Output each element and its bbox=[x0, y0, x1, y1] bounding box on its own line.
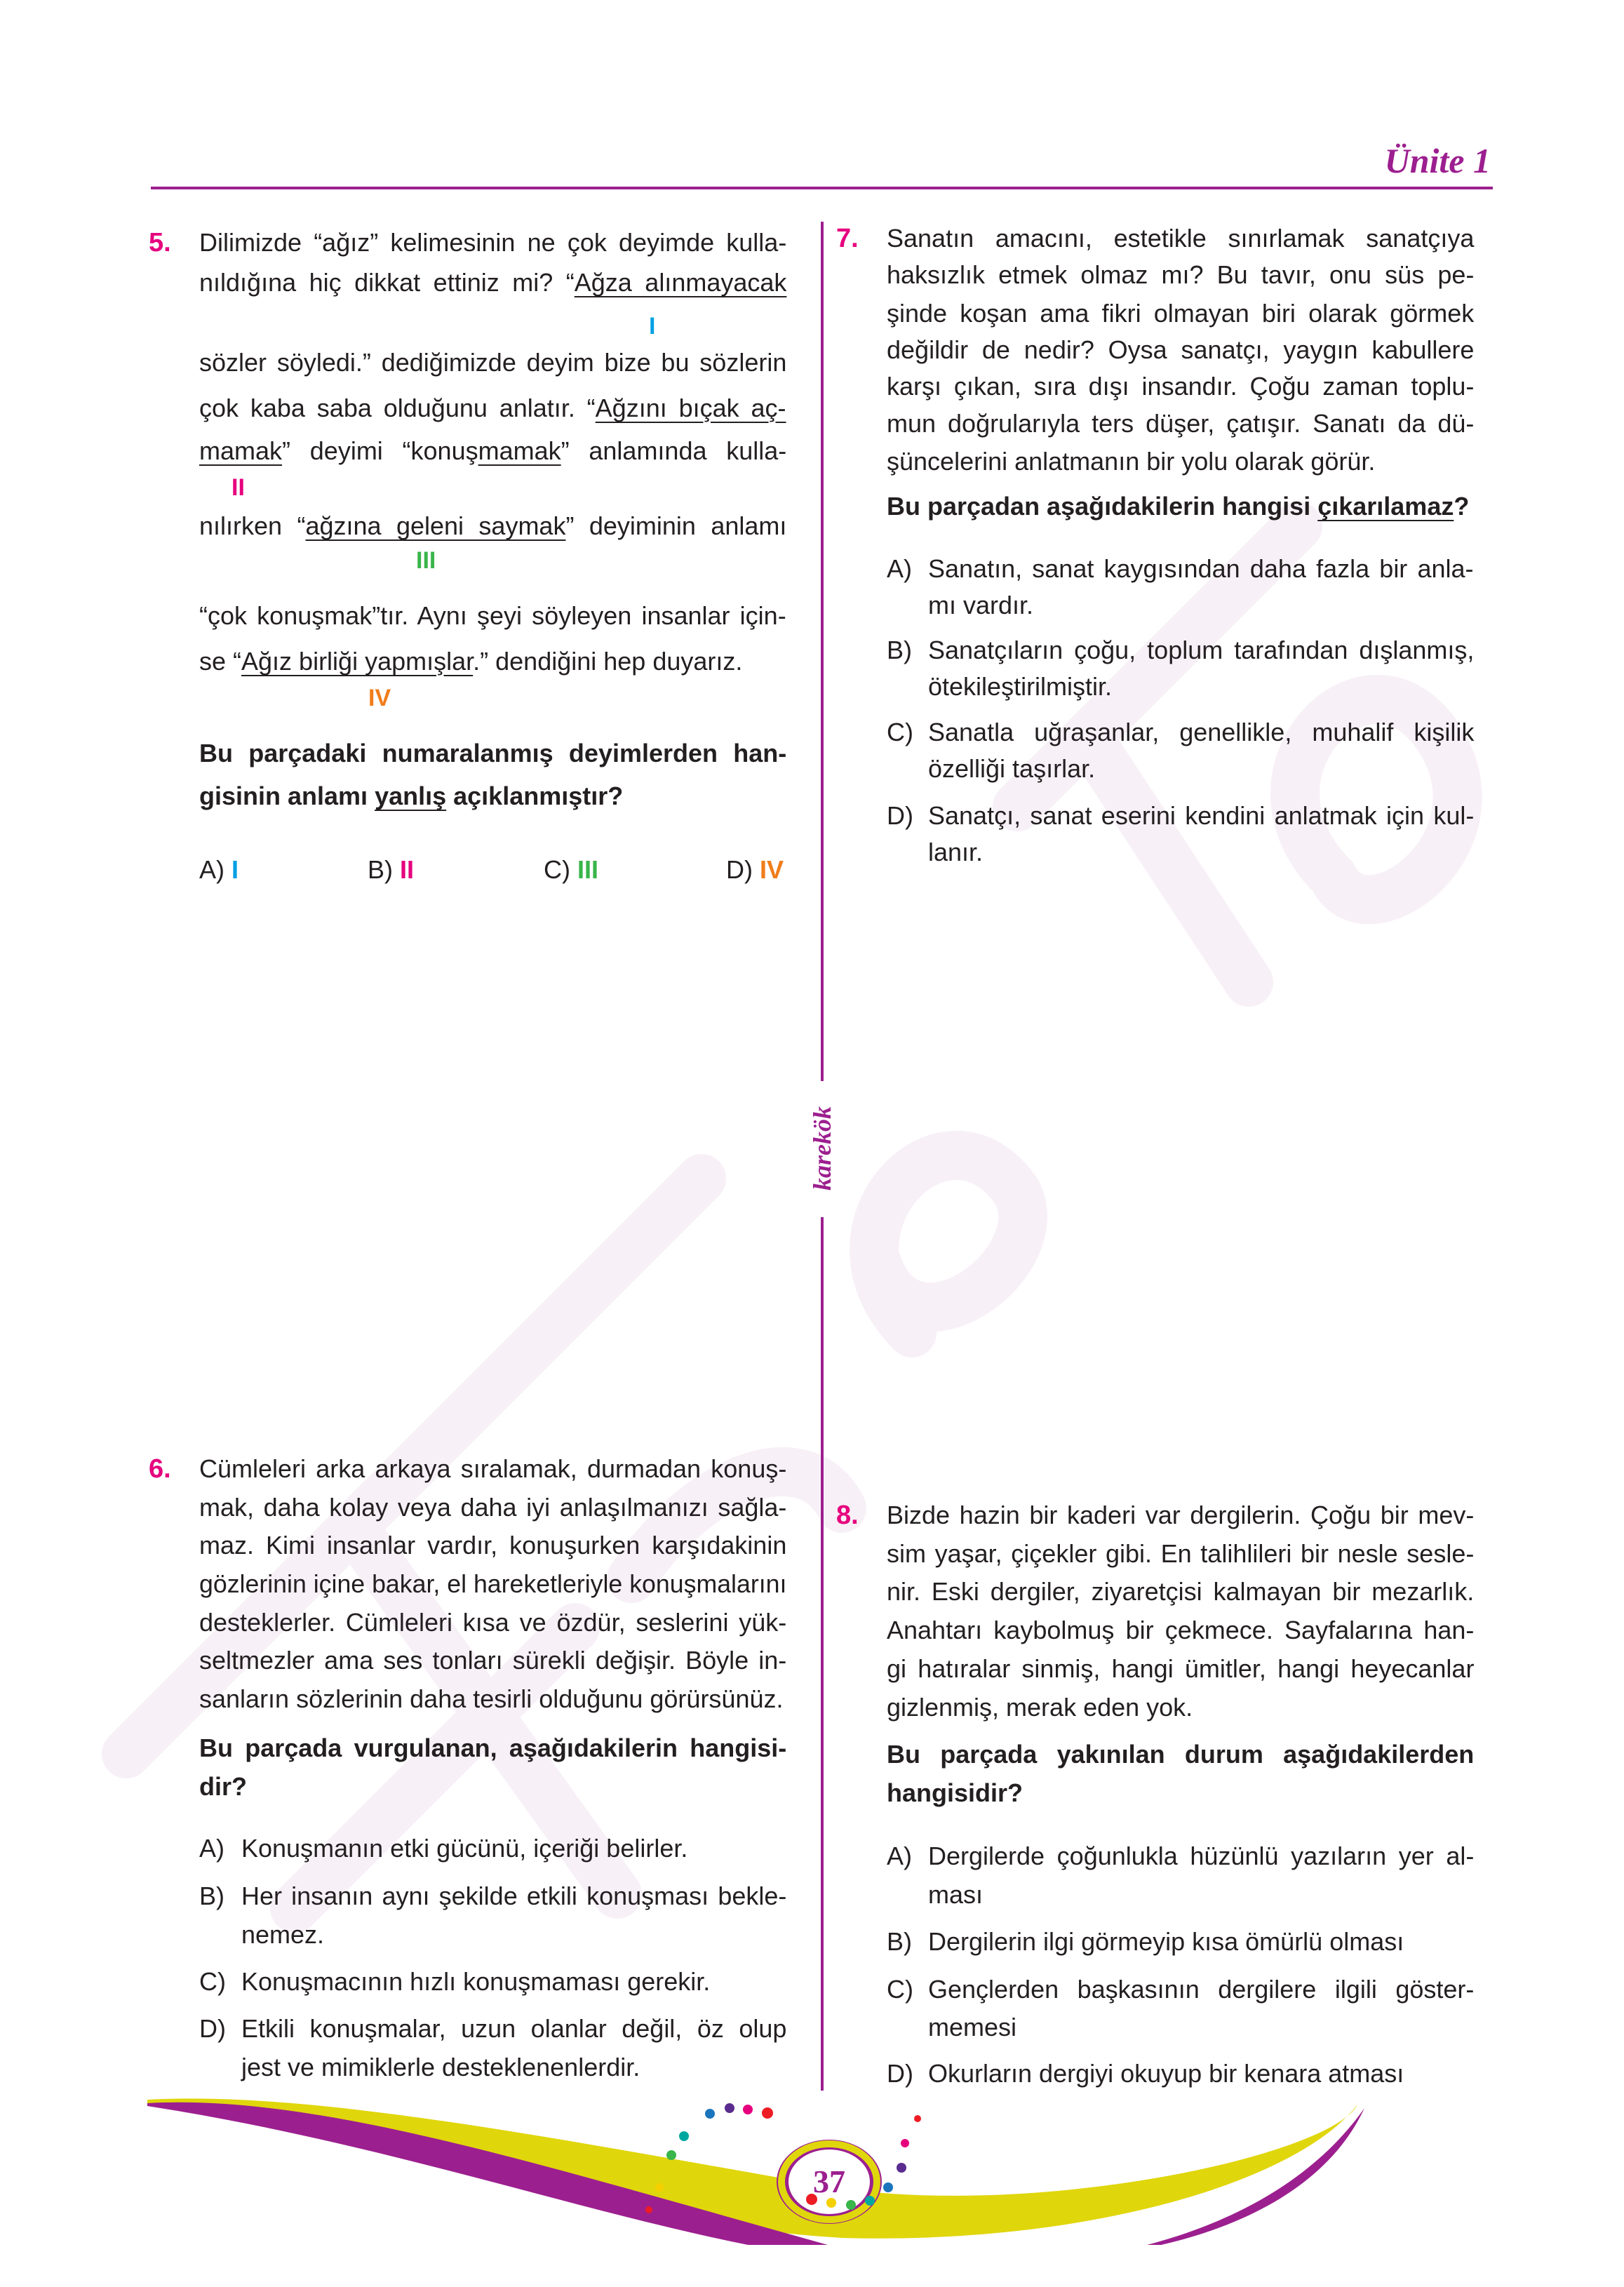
option-c-text: memesi bbox=[928, 2013, 1017, 2041]
option-a-text: Konuşmanın etki gücünü, içeriği belirler. bbox=[241, 1834, 688, 1863]
header-rule bbox=[151, 187, 1493, 189]
passage-line: nıldığına hiç dikkat ettiniz mi? “Ağza alınmayacak bbox=[199, 268, 787, 297]
question-stem: hangisidir? bbox=[887, 1778, 1024, 1807]
option-text: II bbox=[400, 855, 415, 884]
brand-label: karekök bbox=[808, 1106, 836, 1191]
option-c-text: Sanatla uğraşanlar, genellikle, muhalif kişilik bbox=[928, 718, 1475, 746]
option-label: B) bbox=[368, 855, 401, 884]
option-label: C) bbox=[544, 855, 577, 884]
passage-line: mun doğrularıyla ters düşer, çatışır. Sanatı da dü- bbox=[887, 409, 1475, 438]
idiom-marker-III: III bbox=[416, 547, 436, 574]
option-c-label[interactable]: C) bbox=[887, 1975, 913, 2004]
option-d-text: Etkili konuşmalar, uzun olanlar değil, öz olup bbox=[241, 2014, 787, 2043]
question-stem: Bu parçada vurgulanan, aşağıdakilerin hangisi- bbox=[199, 1733, 787, 1762]
question-stem: Bu parçada yakınılan durum aşağıdakilerden bbox=[887, 1740, 1475, 1769]
option-d-text: jest ve mimiklerle desteklenenlerdir. bbox=[241, 2053, 640, 2081]
question-number: 7. bbox=[836, 224, 859, 253]
option-d-label[interactable]: D) bbox=[887, 2059, 913, 2088]
passage-line: karşı çıkan, sıra dışı insandır. Çoğu zaman toplu- bbox=[887, 372, 1475, 401]
passage-line: gizlenmiş, merak eden yok. bbox=[887, 1693, 1193, 1722]
option-text: III bbox=[577, 855, 599, 884]
option-d-text: Sanatçı, sanat eserini kendini anlatmak için kul- bbox=[928, 801, 1475, 830]
passage-line: değildir de nedir? Oysa sanatçı, yaygın kabullere bbox=[887, 335, 1475, 364]
passage-line: Cümleleri arka arkaya sıralamak, durmadan konuş- bbox=[199, 1454, 787, 1483]
option-d-label[interactable]: D) bbox=[887, 801, 913, 830]
option-d-text: lanır. bbox=[928, 838, 984, 866]
idiom-marker-I: I bbox=[649, 313, 656, 340]
underlined-phrase: mamak bbox=[478, 436, 561, 465]
option-a[interactable] bbox=[199, 852, 239, 887]
underlined-phrase: mamak bbox=[199, 436, 283, 465]
passage-line: nir. Eski dergiler, ziyaretçisi kalmayan bir mezarlık. bbox=[887, 1577, 1475, 1606]
question-stem: Bu parçadan aşağıdakilerin hangisi çıkarılamaz? bbox=[887, 492, 1470, 521]
passage-line: sözler söyledi.” dediğimizde deyim bize bu sözlerin bbox=[199, 348, 787, 377]
option-c-text: Konuşmacının hızlı konuşmaması gerekir. bbox=[241, 1967, 711, 1996]
option-b-label[interactable]: B) bbox=[887, 636, 912, 664]
passage-line: Anahtarı kaybolmuş bir çekmece. Sayfalarına han- bbox=[887, 1616, 1475, 1644]
passage-line: se “Ağız birliği yapmışlar.” dendiğini hep duyarız. bbox=[199, 647, 743, 676]
option-a-text: Sanatın, sanat kaygısından daha fazla bir anla- bbox=[928, 554, 1474, 583]
question-stem: Bu parçadaki numaralanmış deyimlerden han- bbox=[199, 739, 787, 767]
underlined-phrase: Ağzını bıçak aç- bbox=[595, 394, 786, 422]
option-d-text: Okurların dergiyi okuyup bir kenara atması bbox=[928, 2059, 1404, 2088]
passage-line: Sanatın amacını, estetikle sınırlamak sanatçıya bbox=[887, 224, 1475, 253]
option-c-text: özelliği taşırlar. bbox=[928, 754, 1096, 783]
passage-line: şinde koşan ama fikri olmayan biri olarak görmek bbox=[887, 299, 1475, 328]
passage-line: Bizde hazin bir kaderi var dergilerin. Çoğu bir mev- bbox=[887, 1501, 1475, 1529]
option-b[interactable] bbox=[368, 852, 414, 887]
passage-line: seltmezler ama ses tonları sürekli değişir. Böyle in- bbox=[199, 1646, 787, 1675]
option-a-label[interactable]: A) bbox=[887, 554, 912, 583]
option-a-text: ması bbox=[928, 1880, 984, 1909]
passage-line: nılırken “ağzına geleni saymak” deyiminin anlamı bbox=[199, 511, 787, 540]
unit-title: Ünite 1 bbox=[1384, 141, 1491, 180]
option-d-label[interactable]: D) bbox=[199, 2014, 226, 2043]
question-stem: gisinin anlamı yanlış açıklanmıştır? bbox=[199, 782, 624, 810]
underlined-phrase: ağzına geleni saymak bbox=[305, 511, 566, 540]
question-stem: dir? bbox=[199, 1772, 247, 1801]
option-a-label[interactable]: A) bbox=[887, 1842, 912, 1870]
passage-line: şüncelerini anlatmanın bir yolu olarak görür. bbox=[887, 447, 1376, 476]
option-d[interactable] bbox=[726, 852, 784, 887]
option-a-text: Dergilerde çoğunlukla hüzünlü yazıların yer al- bbox=[928, 1842, 1475, 1870]
question-number: 6. bbox=[149, 1454, 171, 1484]
column-divider-top bbox=[821, 222, 824, 1081]
idiom-marker-II: II bbox=[231, 474, 245, 501]
passage-line: gözlerinin içine bakar, el hareketleriyle konuşmalarını bbox=[199, 1569, 787, 1598]
option-b-text: Sanatçıların çoğu, toplum tarafından dışlanmış, bbox=[928, 636, 1475, 664]
passage-line: maz. Kimi insanlar vardır, konuşurken karşıdakinin bbox=[199, 1531, 787, 1560]
passage-line: mak, daha kolay veya daha iyi anlaşılmanızı sağla- bbox=[199, 1493, 787, 1522]
question-number: 8. bbox=[836, 1501, 859, 1530]
option-b-label[interactable]: B) bbox=[887, 1927, 912, 1956]
passage-line: haksızlık etmek olmaz mı? Bu tavır, onu süs pe- bbox=[887, 260, 1475, 289]
passage-line: mamak” deyimi “konuşmamak” anlamında kulla- bbox=[199, 436, 787, 465]
option-c-label[interactable]: C) bbox=[199, 1967, 226, 1996]
option-b-text: Dergilerin ilgi görmeyip kısa ömürlü olması bbox=[928, 1927, 1404, 1956]
underlined-phrase: yanlış bbox=[375, 782, 447, 810]
option-a-label[interactable]: A) bbox=[199, 1834, 224, 1863]
question-number: 5. bbox=[149, 228, 171, 257]
option-label: D) bbox=[726, 855, 760, 884]
option-a-text: mı vardır. bbox=[928, 591, 1034, 619]
option-c-text: Gençlerden başkasının dergilere ilgili göster- bbox=[928, 1975, 1475, 2004]
option-text: IV bbox=[760, 855, 784, 884]
option-b-text: Her insanın aynı şekilde etkili konuşması bekle- bbox=[241, 1882, 787, 1910]
option-b-text: ötekileştirilmiştir. bbox=[928, 672, 1113, 701]
page-number: 37 bbox=[813, 2164, 845, 2199]
passage-line: gi hatıralar sinmiş, hangi ümitler, hangi heyecanlar bbox=[887, 1654, 1475, 1683]
option-c[interactable] bbox=[544, 852, 598, 887]
idiom-marker-IV: IV bbox=[368, 685, 391, 711]
option-b-label[interactable]: B) bbox=[199, 1882, 224, 1910]
passage-line: sanların sözlerinin daha tesirli olduğunu görürsünüz. bbox=[199, 1684, 784, 1713]
option-text: I bbox=[231, 855, 239, 884]
column-divider-bottom bbox=[821, 1217, 824, 2091]
passage-line: sim yaşar, çiçekler gibi. En talihlileri bir nesle sesle- bbox=[887, 1539, 1475, 1568]
underlined-phrase: Ağza alınmayacak bbox=[574, 268, 787, 297]
passage-line: çok kaba saba olduğunu anlatır. “Ağzını bıçak aç- bbox=[199, 394, 786, 422]
option-label: A) bbox=[199, 855, 232, 884]
option-b-text: nemez. bbox=[241, 1920, 325, 1949]
passage-line: Dilimizde “ağız” kelimesinin ne çok deyimde kulla- bbox=[199, 228, 787, 257]
underlined-phrase: çıkarılamaz bbox=[1317, 492, 1454, 521]
footer-ribbon bbox=[140, 2077, 1515, 2245]
option-c-label[interactable]: C) bbox=[887, 718, 913, 746]
underlined-phrase: Ağız birliği yapmışlar bbox=[241, 647, 474, 676]
passage-line: desteklerler. Cümleleri kısa ve özdür, seslerini yük- bbox=[199, 1608, 787, 1637]
passage-line: “çok konuşmak”tır. Aynı şeyi söyleyen insanlar için- bbox=[199, 601, 786, 630]
